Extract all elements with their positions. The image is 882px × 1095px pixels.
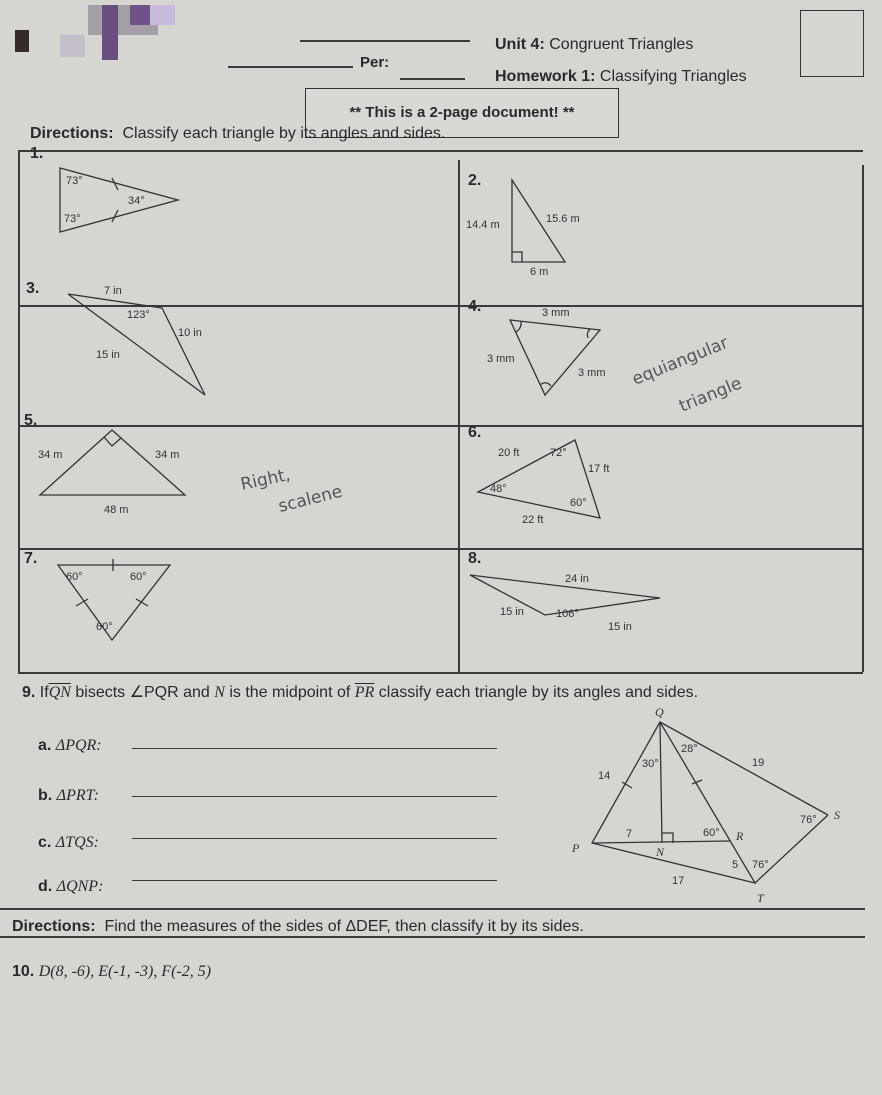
problem-number: 3. <box>26 280 40 297</box>
q9-text: classify each triangle by its angles and sides. <box>378 684 699 701</box>
handwritten-answer: Right, <box>238 464 293 495</box>
angle-label: 72° <box>550 447 567 459</box>
side-label: 17 ft <box>588 463 610 475</box>
problem-number: 7. <box>24 550 38 567</box>
side-label: 22 ft <box>522 514 544 526</box>
point-n: N <box>214 684 225 701</box>
text: ΔPRT: <box>56 787 99 804</box>
text: Find the measures of the sides of ΔDEF, then classify it by its sides. <box>104 918 584 935</box>
segment-qn: $\overline{QN}$ <box>48 684 71 701</box>
side-label: 7 <box>626 828 633 840</box>
q9-figure <box>571 705 840 905</box>
handwritten-answer: equiangular <box>629 333 732 390</box>
point-label: R <box>736 829 744 843</box>
text: D(8, -6), E(-1, -3), F(-2, 5) <box>38 963 212 980</box>
angle-label: 60° <box>570 497 587 509</box>
q9-text: If <box>39 684 49 701</box>
problem-number: 1. <box>30 145 44 162</box>
angle-label: 60° <box>130 571 147 583</box>
triangle-5 <box>40 430 185 495</box>
segment-pr: $\overline{PR}$ <box>354 684 375 701</box>
angle-label: 28° <box>681 743 698 755</box>
text: ΔTQS: <box>55 834 99 851</box>
angle-label: 73° <box>64 213 81 225</box>
angle-label: 30° <box>642 758 659 770</box>
problem-number: 5. <box>24 412 38 429</box>
angle-label: 60° <box>66 571 83 583</box>
hw-name: Classifying Triangles <box>599 68 747 85</box>
text: d. <box>38 878 53 895</box>
angle-label: 106° <box>556 608 579 620</box>
side-label: 19 <box>752 757 765 769</box>
side-label: 20 ft <box>498 447 520 459</box>
side-label: 3 mm <box>542 307 570 319</box>
text: ΔQNP: <box>56 878 104 895</box>
unit-name: Congruent Triangles <box>549 36 694 53</box>
unit-label: Unit 4: <box>495 36 545 53</box>
handwritten-answer: triangle <box>676 373 745 417</box>
side-label: 14.4 m <box>466 219 500 231</box>
side-label: 48 m <box>104 504 129 516</box>
side-label: 14 <box>598 770 611 782</box>
per-label: Per: <box>360 54 390 71</box>
angle-label: 48° <box>490 483 507 495</box>
q9-text: is the midpoint of <box>229 684 351 701</box>
angle-label: 60° <box>703 827 720 839</box>
text: ΔPQR: <box>55 737 102 754</box>
text: 10. <box>12 963 35 980</box>
problem-number: 2. <box>468 172 482 189</box>
q9-text: bisects ∠PQR and <box>75 684 210 701</box>
problem-number: 6. <box>468 424 482 441</box>
point-label: Q <box>655 705 664 719</box>
side-label: 15 in <box>500 606 524 618</box>
q9-number: 9. <box>22 684 36 701</box>
text: c. <box>38 834 52 851</box>
text: b. <box>38 787 53 804</box>
notice-box: ** This is a 2-page document! ** <box>305 88 619 138</box>
side-label: 15 in <box>608 621 632 633</box>
angle-label: 76° <box>752 859 769 871</box>
side-label: 34 m <box>155 449 180 461</box>
side-label: 5 <box>732 859 739 871</box>
hw-label: Homework 1: <box>495 68 596 85</box>
angle-label: 76° <box>800 814 817 826</box>
side-label: 15 in <box>96 349 120 361</box>
handwritten-answer: scalene <box>276 481 345 517</box>
angle-label: 34° <box>128 195 145 207</box>
side-label: 7 in <box>104 285 122 297</box>
point-label: N <box>656 845 665 859</box>
problem-number: 8. <box>468 550 482 567</box>
point-label: P <box>572 841 580 855</box>
side-label: 3 mm <box>487 353 515 365</box>
point-label: T <box>757 891 764 905</box>
side-label: 3 mm <box>578 367 606 379</box>
side-label: 15.6 m <box>546 213 580 225</box>
side-label: 34 m <box>38 449 63 461</box>
triangle-4 <box>510 320 600 395</box>
text: Directions: <box>12 918 96 935</box>
angle-label: 60° <box>96 621 113 633</box>
angle-label: 73° <box>66 175 83 187</box>
side-label: 10 in <box>178 327 202 339</box>
text: a. <box>38 737 52 754</box>
side-label: 6 m <box>530 266 549 278</box>
problem-number: 4. <box>468 298 482 315</box>
directions-label: Directions: <box>30 125 114 142</box>
side-label: 17 <box>672 875 685 887</box>
directions-text: Classify each triangle by its angles and sides. <box>122 125 446 142</box>
side-label: 24 in <box>565 573 589 585</box>
angle-label: 123° <box>127 309 150 321</box>
point-label: S <box>834 808 840 822</box>
